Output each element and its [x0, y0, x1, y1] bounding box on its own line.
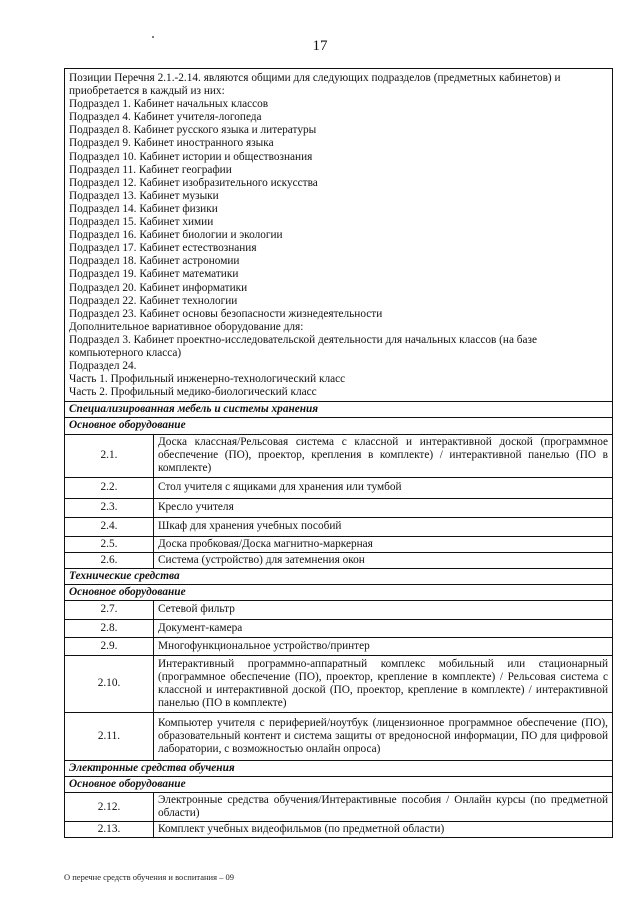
table-row: [65, 793, 613, 822]
position-number: 2.4.: [65, 517, 154, 536]
position-description: Интерактивный программно-аппаратный комплекс мобильный или стационарный (программное обеспечение (ПО), проектор, крепление в комплекте) / Рельсовая система с классной и интерактивной доской (ПО, проектор, крепление в комплекте) / интерактивной панелью (ПО в комплекте): [154, 655, 613, 712]
table-row: [65, 517, 613, 536]
subsection-title: Основное оборудование: [65, 584, 613, 600]
subsection-heading-row: [65, 584, 613, 600]
position-description: Система (устройство) для затемнения окон: [154, 552, 613, 568]
position-number: 2.12.: [65, 793, 154, 822]
intro-line: Часть 1. Профильный инженерно-технологический класс: [69, 373, 346, 386]
table-row: [65, 477, 613, 498]
intro-line: Подраздел 1. Кабинет начальных классов: [69, 98, 269, 111]
position-number: 2.7.: [65, 600, 154, 619]
section-title: Электронные средства обучения: [65, 760, 613, 776]
table-row: [65, 552, 613, 568]
intro-line: Подраздел 13. Кабинет музыки: [69, 189, 219, 202]
intro-line: Дополнительное вариативное оборудование для:: [69, 320, 304, 333]
intro-line: Позиции Перечня 2.1.-2.14. являются общими для следующих подразделов (предметных кабинетов) и приобретается в каждый из них:: [69, 72, 561, 98]
page-footer: О перечне средств обучения и воспитания – 09: [64, 872, 234, 882]
page-number: 17: [312, 38, 328, 54]
intro-line: Подраздел 14. Кабинет физики: [69, 202, 218, 215]
intro-line: Часть 2. Профильный медико-биологический класс: [69, 386, 317, 399]
position-description: Доска классная/Рельсовая система с классной и интерактивной доской (программное обеспечение (ПО), проектор, крепления в комплекте) / интерактивной панелью (ПО в комплекте): [154, 434, 613, 477]
position-number: 2.9.: [65, 637, 154, 655]
position-number: 2.3.: [65, 498, 154, 517]
intro-line: Подраздел 10. Кабинет истории и обществознания: [69, 150, 313, 163]
table-row: [65, 600, 613, 619]
intro-line: Подраздел 22. Кабинет технологии: [69, 294, 238, 307]
intro-line: Подраздел 19. Кабинет математики: [69, 268, 239, 281]
intro-line: Подраздел 24.: [69, 360, 137, 373]
intro-line: Подраздел 8. Кабинет русского языка и литературы: [69, 124, 317, 137]
equipment-table: [64, 68, 613, 838]
section-heading-row: [65, 568, 613, 584]
position-description: Электронные средства обучения/Интерактивные пособия / Онлайн курсы (по предметной области): [154, 793, 613, 822]
equipment-table-body: [65, 69, 613, 838]
table-row: [65, 498, 613, 517]
position-description: Кресло учителя: [154, 498, 613, 517]
table-row: [65, 637, 613, 655]
position-description: Компьютер учителя с периферией/ноутбук (лицензионное программное обеспечение (ПО), образовательный контент и система защиты от вредоносной информации, ПО для цифровой лаборатории, с возможностью онлайн опроса): [154, 712, 613, 760]
intro-line: Подраздел 11. Кабинет географии: [69, 163, 232, 176]
position-description: Стол учителя с ящиками для хранения или тумбой: [154, 477, 613, 498]
table-row: [65, 822, 613, 838]
subsection-heading-row: [65, 418, 613, 434]
table-row: [65, 619, 613, 637]
intro-line: Подраздел 18. Кабинет астрономии: [69, 255, 240, 268]
section-title: Специализированная мебель и системы хранения: [65, 402, 613, 418]
intro-line: Подраздел 16. Кабинет биологии и экологии: [69, 229, 283, 242]
section-heading-row: [65, 760, 613, 776]
intro-line: Подраздел 12. Кабинет изобразительного искусства: [69, 176, 318, 189]
position-description: Комплект учебных видеофильмов (по предметной области): [154, 822, 613, 838]
position-number: 2.5.: [65, 536, 154, 552]
intro-row: [65, 69, 613, 402]
table-row: [65, 712, 613, 760]
table-row: [65, 434, 613, 477]
position-description: Доска пробковая/Доска магнитно-маркерная: [154, 536, 613, 552]
position-description: Многофункциональное устройство/принтер: [154, 637, 613, 655]
position-number: 2.8.: [65, 619, 154, 637]
intro-line: Подраздел 23. Кабинет основы безопасности жизнедеятельности: [69, 307, 383, 320]
position-number: 2.6.: [65, 552, 154, 568]
intro-line: Подраздел 4. Кабинет учителя-логопеда: [69, 111, 262, 124]
intro-line: Подраздел 15. Кабинет химии: [69, 216, 214, 229]
position-description: Документ-камера: [154, 619, 613, 637]
intro-line: Подраздел 20. Кабинет информатики: [69, 281, 248, 294]
position-number: 2.13.: [65, 822, 154, 838]
position-description: Шкаф для хранения учебных пособий: [154, 517, 613, 536]
position-number: 2.2.: [65, 477, 154, 498]
intro-line: Подраздел 17. Кабинет естествознания: [69, 242, 257, 255]
subsection-title: Основное оборудование: [65, 418, 613, 434]
intro-cell: [65, 69, 613, 402]
section-heading-row: [65, 402, 613, 418]
position-number: 2.10.: [65, 655, 154, 712]
table-row: [65, 655, 613, 712]
subsection-title: Основное оборудование: [65, 777, 613, 793]
position-number: 2.1.: [65, 434, 154, 477]
section-title: Технические средства: [65, 568, 613, 584]
table-row: [65, 536, 613, 552]
position-number: 2.11.: [65, 712, 154, 760]
intro-line: Подраздел 9. Кабинет иностранного языка: [69, 137, 274, 150]
subsection-heading-row: [65, 777, 613, 793]
intro-line: Подраздел 3. Кабинет проектно-исследовательской деятельности для начальных классов (на базе компьютерного класса): [69, 333, 538, 359]
position-description: Сетевой фильтр: [154, 600, 613, 619]
